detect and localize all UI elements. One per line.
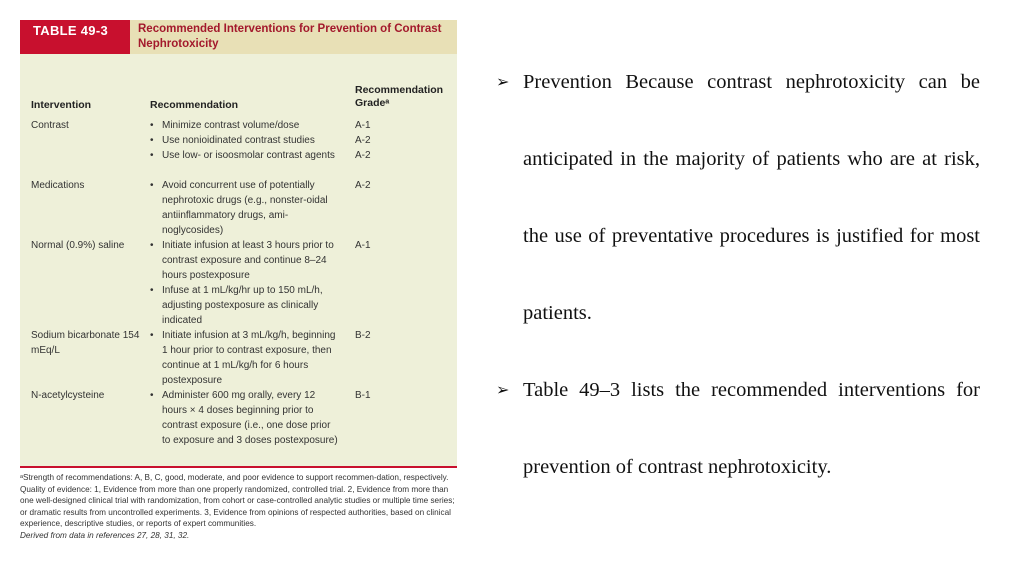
arrow-bullet-icon: ➢ [496,382,510,399]
row-recommendations [150,178,340,238]
bullet-text: Prevention Because contrast nephrotoxicity can be anticipated in the majority of patients who are at risk, the use of preventative procedures is justified for most patients. [523,71,980,324]
row-intervention: N-acetylcysteine [31,390,105,401]
row-intervention: Medications [31,180,85,191]
grade-item: B-2 [355,330,371,341]
row-recommendations [150,118,340,163]
recommendation-item: • Initiate infusion at 3 mL/kg/h, beginning 1 hour prior to contrast exposure, then continue at 1 mL/kg/h for 6 hours postexposure [150,328,340,388]
row-grades [355,238,371,253]
grade-item: A-2 [355,150,371,161]
arrow-bullet-icon: ➢ [496,74,510,91]
table-title: Recommended Interventions for Prevention of Contrast Nephrotoxicity [138,23,442,50]
recommendation-item: • Infuse at 1 mL/kg/hr up to 150 mL/h, adjusting postexposure as clinically indicated [150,283,340,328]
recommendation-item: • Use low- or isoosmolar contrast agents [150,148,340,163]
table-figure [20,20,457,550]
col-head-grade: Recommendation Gradeᵃ [355,84,444,109]
recommendation-item: • Avoid concurrent use of potentially nephrotoxic drugs (e.g., nonster-oidal antiinflammatory drugs, ami-noglycosides) [150,178,340,238]
row-grades [355,388,371,403]
recommendation-item: • Administer 600 mg orally, every 12 hours × 4 doses beginning prior to contrast exposure (i.e., one dose prior to exposure and 3 doses postexposure) [150,388,340,448]
bullet-text: Table 49–3 lists the recommended interventions for prevention of contrast nephrotoxicity. [523,379,980,478]
col-head-intervention: Intervention [31,99,92,111]
bullet-list [496,44,980,506]
row-intervention: Contrast [31,120,69,131]
table-label: TABLE 49-3 [20,20,130,54]
recommendation-item: • Minimize contrast volume/dose [150,118,340,133]
col-head-recommendation: Recommendation [150,99,239,111]
row-intervention: Sodium bicarbonate 154 mEq/L [31,330,140,356]
derived-from: Derived from data in references 27, 28, 31, 32. [20,530,190,540]
grade-item: A-1 [355,120,371,131]
bullet-item [496,44,980,352]
row-recommendations [150,238,340,328]
recommendation-item: • Use nonioidinated contrast studies [150,133,340,148]
row-grades [355,178,371,193]
grade-item: A-2 [355,180,371,191]
row-recommendations [150,388,340,448]
footnote-text: ᵃStrength of recommendations: A, B, C, good, moderate, and poor evidence to support recommen-dation, respectively. Quality of evidence: 1, Evidence from more than one properly randomized, controlled trial. 2, Evidence from more than one well-designed clinical trial with randomization, from cohort or case-controlled analytic studies or multiple time series; or dramatic results from uncontrolled experiments. 3, Evidence from opinions of respected authorities, based on clinical experience, descriptive studies, or reports of expert communities. [20,473,455,529]
bullet-item [496,352,980,506]
table-footnote [20,472,457,542]
grade-item: A-2 [355,135,371,146]
row-intervention: Normal (0.9%) saline [31,240,125,251]
recommendation-item: • Initiate infusion at least 3 hours prior to contrast exposure and continue 8–24 hours postexposure [150,238,340,283]
row-grades [355,118,371,163]
table-bottom-rule [20,466,457,468]
table-body [20,54,457,466]
row-recommendations [150,328,340,388]
grade-item: A-1 [355,240,371,251]
row-grades [355,328,371,343]
grade-item: B-1 [355,390,371,401]
